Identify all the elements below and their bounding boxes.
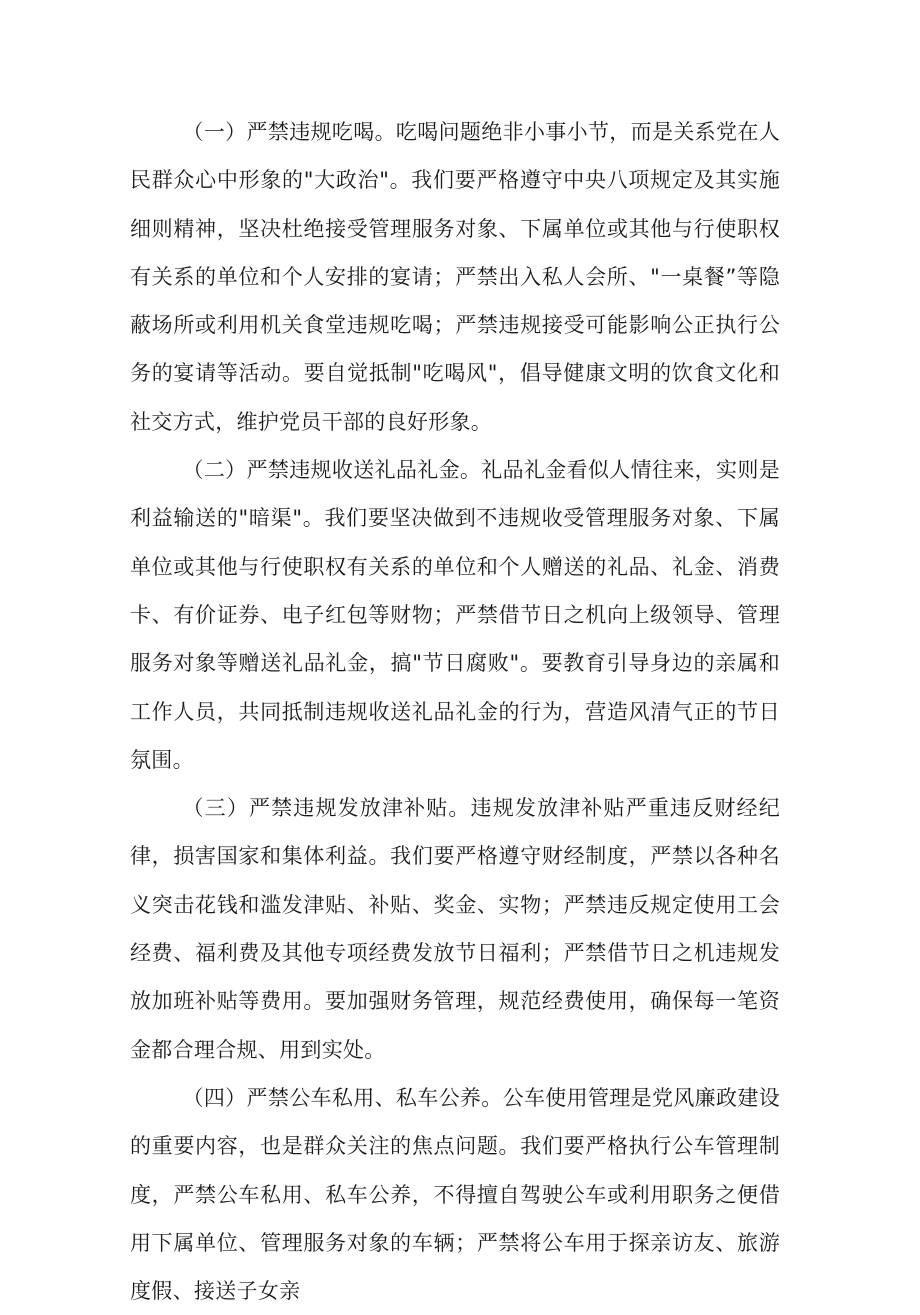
document-body (130, 108, 780, 1315)
paragraph-1-no-illegal-dining: （一）严禁违规吃喝。吃喝问题绝非小事小节，而是关系党在人民群众心中形象的"大政治"。我们要严格遵守中央八项规定及其实施细则精神，坚决杜绝接受管理服务对象、下属单位或其他与行使职权有关系的单位和个人安排的宴请；严禁出入私人会所、"一桌餐”等隐蔽场所或利用机关食堂违规吃喝；严禁违规接受可能影响公正执行公务的宴请等活动。要自觉抵制"吃喝风"，倡导健康文明的饮食文化和社交方式，维护党员干部的良好形象。 (130, 120, 780, 434)
paragraph-4-no-private-use-of-official-cars: （四）严禁公车私用、私车公养。公车使用管理是党风廉政建设的重要内容，也是群众关注的焦点问题。我们要严格执行公车管理制度，严禁公车私用、私车公养，不得擅自驾驶公车或利用职务之便借用下属单位、管理服务对象的车辆；严禁将公车用于探亲访友、旅游度假、接送子女亲 (130, 1085, 780, 1304)
paragraph-3-no-illegal-allowances: （三）严禁违规发放津补贴。违规发放津补贴严重违反财经纪律，损害国家和集体利益。我们要严格遵守财经制度，严禁以各种名义突击花钱和滥发津贴、补贴、奖金、实物；严禁违反规定使用工会经费、福利费及其他专项经费发放节日福利；严禁借节日之机违规发放加班补贴等费用。要加强财务管理，规范经费使用，确保每一笔资金都合理合规、用到实处。 (130, 796, 780, 1062)
paragraph-2-no-gifts: （二）严禁违规收送礼品礼金。礼品礼金看似人情往来，实则是利益输送的"暗渠"。我们要坚决做到不违规收受管理服务对象、下属单位或其他与行使职权有关系的单位和个人赠送的礼品、礼金、消费卡、有价证券、电子红包等财物；严禁借节日之机向上级领导、管理服务对象等赠送礼品礼金，搞"节日腐败"。要教育引导身边的亲属和工作人员，共同抵制违规收送礼品礼金的行为，营造风清气正的节日氛围。 (130, 458, 780, 772)
